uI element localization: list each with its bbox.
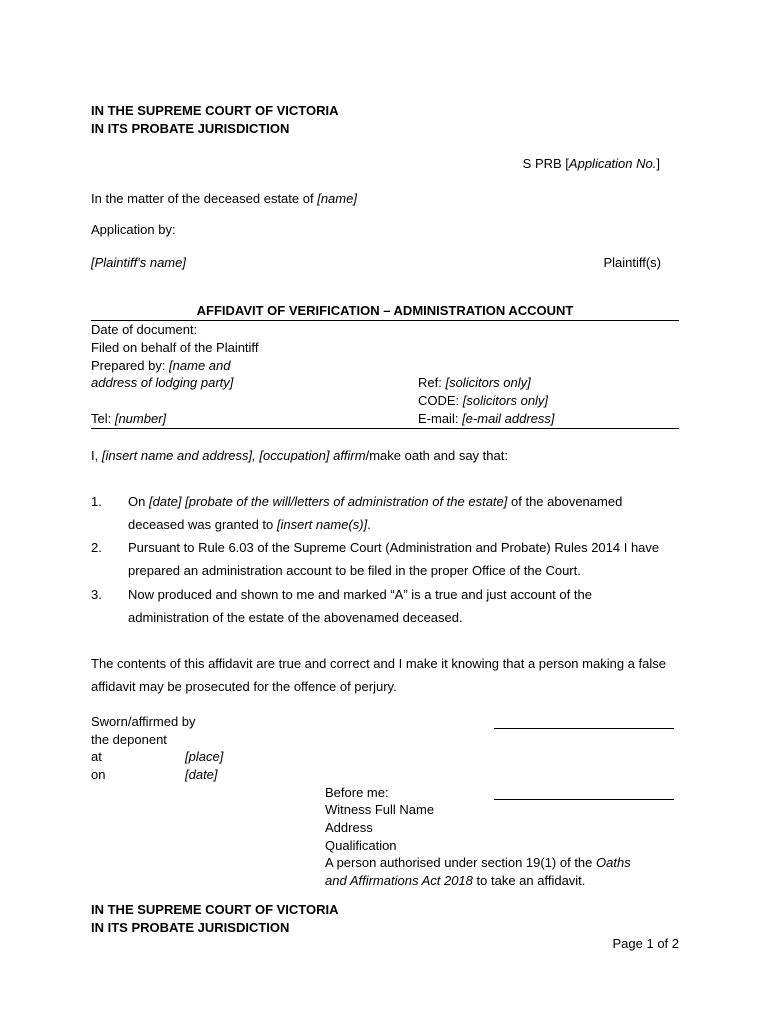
deponent-signature-line bbox=[494, 728, 674, 729]
on-label: on bbox=[91, 767, 106, 782]
code-field: CODE: [solicitors only] bbox=[418, 393, 549, 408]
tel-field: Tel: [number] bbox=[91, 411, 167, 426]
paragraph-number: 1. bbox=[91, 494, 102, 509]
matter-line: In the matter of the deceased estate of [name] bbox=[91, 191, 357, 206]
title-divider bbox=[91, 320, 679, 321]
paragraph-1: On [date] [probate of the will/letters of administration of the estate] of the abovenamed deceased was granted to [insert name(s)]. bbox=[128, 494, 623, 532]
date-value: [date] bbox=[185, 767, 218, 782]
jurisdiction: IN ITS PROBATE JURISDICTION bbox=[91, 121, 290, 136]
document-title: AFFIDAVIT OF VERIFICATION – ADMINISTRATION ACCOUNT bbox=[196, 303, 574, 318]
page-number: Page 1 of 2 bbox=[612, 936, 679, 951]
details-divider bbox=[91, 428, 679, 429]
authorised-person-line-1: A person authorised under section 19(1) of the Oaths bbox=[325, 855, 631, 870]
witness-full-name: Witness Full Name bbox=[325, 802, 435, 817]
file-number: S PRB [Application No.] bbox=[522, 156, 660, 171]
the-deponent: the deponent bbox=[91, 732, 167, 747]
paragraph-2: Pursuant to Rule 6.03 of the Supreme Court (Administration and Probate) Rules 2014 I have prepared an administration account to be filed in the proper Office of the Court. bbox=[128, 540, 660, 578]
plaintiff-name: [Plaintiff's name] bbox=[91, 255, 186, 270]
authorised-person-line-2: and Affirmations Act 2018 to take an affidavit. bbox=[325, 873, 586, 888]
intro-statement: I, [insert name and address], [occupation] affirm/make oath and say that: bbox=[91, 448, 508, 463]
place-value: [place] bbox=[185, 749, 224, 764]
sworn-by: Sworn/affirmed by bbox=[91, 714, 196, 729]
prepared-by-address: address of lodging party] bbox=[91, 375, 234, 390]
paragraph-number: 3. bbox=[91, 587, 102, 602]
footer-court-name: IN THE SUPREME COURT OF VICTORIA bbox=[91, 902, 339, 917]
ref-field: Ref: [solicitors only] bbox=[418, 375, 531, 390]
witness-qualification: Qualification bbox=[325, 838, 397, 853]
at-label: at bbox=[91, 749, 102, 764]
plaintiff-label: Plaintiff(s) bbox=[603, 255, 661, 270]
date-of-document: Date of document: bbox=[91, 322, 198, 337]
filed-on-behalf: Filed on behalf of the Plaintiff bbox=[91, 340, 259, 355]
paragraph-number: 2. bbox=[91, 540, 102, 555]
email-field: E-mail: [e-mail address] bbox=[418, 411, 555, 426]
witness-signature-line bbox=[494, 799, 674, 800]
perjury-declaration: The contents of this affidavit are true and correct and I make it knowing that a person making a false affidavit may be prosecuted for the offence of perjury. bbox=[91, 656, 666, 694]
paragraph-3: Now produced and shown to me and marked “A” is a true and just account of the administration of the estate of the abovenamed deceased. bbox=[128, 587, 592, 625]
court-name: IN THE SUPREME COURT OF VICTORIA bbox=[91, 103, 339, 118]
footer-jurisdiction: IN ITS PROBATE JURISDICTION bbox=[91, 920, 290, 935]
prepared-by: Prepared by: [name and bbox=[91, 358, 231, 373]
before-me: Before me: bbox=[325, 785, 389, 800]
witness-address: Address bbox=[325, 820, 373, 835]
application-by: Application by: bbox=[91, 222, 176, 237]
